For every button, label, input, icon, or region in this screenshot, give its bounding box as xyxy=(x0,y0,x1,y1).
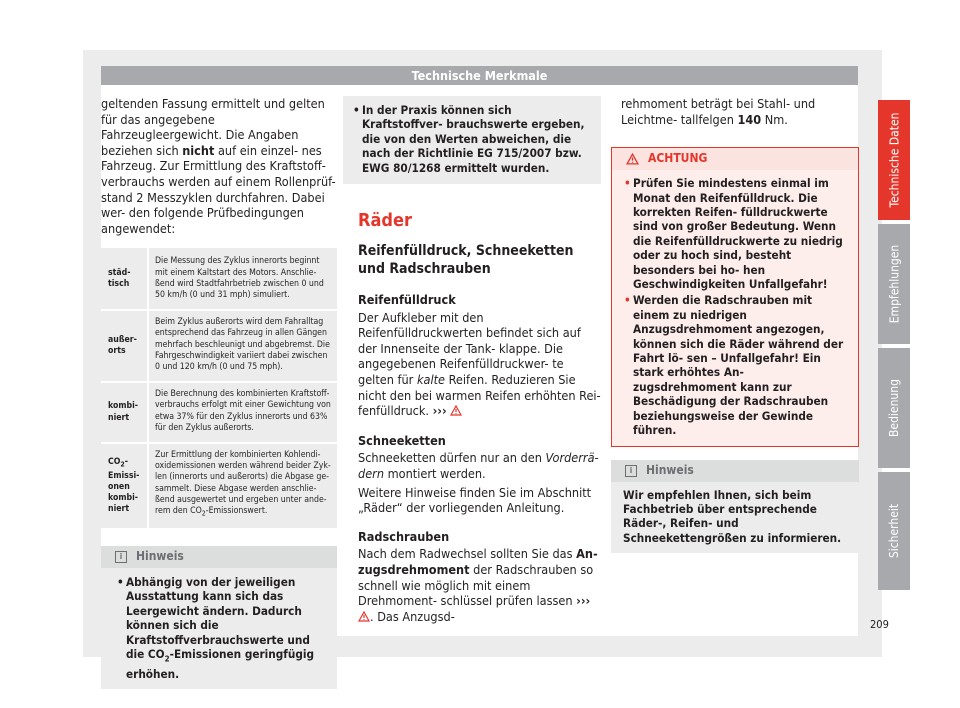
section-title: Reifenfülldruck, Schneeketten und Radschrauben xyxy=(358,243,574,278)
bullet-icon: • xyxy=(624,176,631,191)
subsection-title: Radschrauben xyxy=(358,528,450,544)
table-row: $CO_2-$ Emissi- onen kombi- niert Zur Ermittlung der kombinierten Kohlendi- oxidemissionen werden während beider Zyk- len (innerorts und außerorts) die Abgase ge- sammelt. Diese Abgase werden anschlie- ßend ausgewertet und ergeben unter ande- rem den $CO_2$-Emissionswert. xyxy=(101,443,337,528)
list-item: • Prüfen Sie mindestens einmal im Monat den Reifenfülldruck. Die korrekten Reifen- fülldruckwerte sind von großer Bedeutung. Wenn die Reifenfülldruckwerte zu niedrig oder zu hoch sind, besteht besonders bei ho- hen Geschwindigkeiten Unfallgefahr! xyxy=(624,176,843,292)
chapter-title: Räder xyxy=(358,210,412,232)
list-item: • Abhängig von der jeweiligen Ausstattung kann sich das Leergewicht ändern. Dadurch können sich die Kraftstoffverbrauchswerte und die $CO_2$-Emissionen geringfügig erhöhen. xyxy=(117,574,314,681)
subsection-title: Schneeketten xyxy=(358,432,446,448)
tab-bedienung[interactable]: Bedienung xyxy=(878,348,910,468)
info-icon: i xyxy=(115,551,127,563)
test-conditions-table xyxy=(101,246,337,528)
warning-icon xyxy=(626,153,639,165)
hinweis-box-2: i Hinweis Wir empfehlen Ihnen, sich beim Fachbetrieb über entsprechende Räder-, Reifen- und Schneekettengrößen zu informieren. xyxy=(611,460,859,554)
achtung-box: ACHTUNG • Prüfen Sie mindestens einmal im Monat den Reifenfülldruck. Die korrekten Reifen- fülldruckwerte sind von großer Bedeutung. Wenn die Reifenfülldruckwerte zu niedrig oder zu hoch sind, besteht besonders bei ho- hen Geschwindigkeiten Unfallgefahr! • Werden die Radschrauben mit einem zu niedrigen Anzugsdrehmoment angezogen, können sich die Räder während der Fahrt lö- sen – Unfallgefahr! Ein stark erhöhtes An- zugsdrehmoment kann zur Beschädigung der Radschrauben beziehungsweise der Gewinde führen. xyxy=(611,147,859,446)
section-header: Technische Merkmale xyxy=(101,66,858,85)
info-icon: i xyxy=(625,465,637,477)
column-1 xyxy=(101,96,337,689)
tab-sicherheit[interactable]: Sicherheit xyxy=(878,472,910,590)
table-row: städ- tisch Die Messung des Zyklus innerorts beginnt mit einem Kaltstart des Motors. Anschlie- ßend wird Stadtfahrbetrieb zwischen 0 und 50 km/h (0 und 31 mph) simuliert. xyxy=(101,247,337,310)
table-row: außer- orts Beim Zyklus außerorts wird dem Fahralltag entsprechend das Fahrzeug in allen Gängen mehrfach beschleunigt und abgebremst. Die Fahrgeschwindigkeit variiert dabei zwischen 0 und 120 km/h (0 und 75 mph). xyxy=(101,310,337,382)
bullet-box xyxy=(343,96,601,184)
list-item: • Werden die Radschrauben mit einem zu niedrigen Anzugsdrehmoment angezogen, können sich die Räder während der Fahrt lö- sen – Unfallgefahr! Ein stark erhöhtes An- zugsdrehmoment kann zur Beschädigung der Radschrauben beziehungsweise der Gewinde führen. xyxy=(624,293,844,438)
page-number: 209 xyxy=(870,618,889,631)
bullet-icon: • xyxy=(353,103,360,117)
intro-paragraph: geltenden Fassung ermittelt und gelten für das angegebene Fahrzeugleergewicht. Die Angaben beziehen sich nicht auf ein einzel- nes Fahrzeug. Zur Ermittlung des Kraftstoff- verbrauchs werden auf einem Rollenprüf- stand 2 Messzyklen durchfahren. Dabei wer- den folgende Prüfbedingungen angewendet: xyxy=(101,96,336,236)
see-also-arrows[interactable]: ››› xyxy=(576,593,591,609)
list-item: • In der Praxis können sich Kraftstoffver- brauchswerte ergeben, die von den Werten abweichen, die nach der Richtlinie EG 715/2007 bzw. EWG 80/1268 ermittelt wurden. xyxy=(353,103,585,175)
subsection-title: Reifenfülldruck xyxy=(358,292,456,308)
bullet-icon: • xyxy=(117,574,124,589)
tab-technische-daten[interactable]: Technische Daten xyxy=(878,100,910,220)
tab-empfehlungen[interactable]: Empfehlungen xyxy=(878,224,910,344)
see-also-arrows[interactable]: ››› xyxy=(432,403,447,419)
warning-icon xyxy=(358,611,370,622)
column-2: • In der Praxis können sich Kraftstoffver- brauchswerte ergeben, die von den Werten abweichen, die nach der Richtlinie EG 715/2007 bzw. EWG 80/1268 ermittelt wurden. Räder Reifenfülldruck, Schneeketten und Radschrauben Reifenfülldruck Der Aufkleber mit den Reifenfülldruckwerten befindet sich auf der Innenseite der Tank- klappe. Die angegebenen Reifenfülldruckwer- te gelten für kalte Reifen. Reduzieren Sie nicht den bei warmen Reifen erhöhten Rei- fenfülldruck. ››› Schneeketten Schneeketten dürfen nur an den Vorderrä- dern montiert werden. Weitere Hinweise finden Sie im Abschnitt „Räder“ der vorliegenden Anleitung. Radschrauben Nach dem Radwechsel sollten Sie das An- zugsdrehmoment der Radschrauben so schnell wie möglich mit einem Drehmoment- schlüssel prüfen lassen ››› . Das Anzugsd- xyxy=(343,96,601,624)
warning-icon xyxy=(450,405,462,416)
hinweis-box-1: i Hinweis • Abhängig von der jeweiligen Ausstattung kann sich das Leergewicht ändern. Dadurch können sich die Kraftstoffverbrauchswerte und die $CO_2$-Emissionen geringfügig erhöhen. xyxy=(101,546,337,689)
bullet-icon: • xyxy=(624,293,631,308)
column-3: rehmoment beträgt bei Stahl- und Leichtme- tallfelgen 140 Nm. ACHTUNG • Prüfen Sie mindestens einmal im Monat den Reifenfülldruck. Die korrekten Reifen- fülldruckwerte sind von großer Bedeutung. Wenn die Reifenfülldruckwerte zu niedrig oder zu hoch sind, besteht besonders bei ho- hen Geschwindigkeiten Unfallgefahr! • Werden die Radschrauben mit einem zu niedrigen Anzugsdrehmoment angezogen, können sich die Räder während der Fahrt lö- sen – Unfallgefahr! Ein stark erhöhtes An- zugsdrehmoment kann zur Beschädigung der Radschrauben beziehungsweise der Gewinde führen. i Hinweis Wir empfehlen Ihnen, sich beim Fachbetrieb über entsprechende Räder-, Reifen- und Schneekettengrößen zu informieren. xyxy=(611,96,859,553)
table-row: kombi- niert Die Berechnung des kombinierten Kraftstoff- verbrauchs erfolgt mit einer Gewichtung von etwa 37% für den Zyklus innerorts und 63% für den Zyklus außerorts. xyxy=(101,382,337,443)
